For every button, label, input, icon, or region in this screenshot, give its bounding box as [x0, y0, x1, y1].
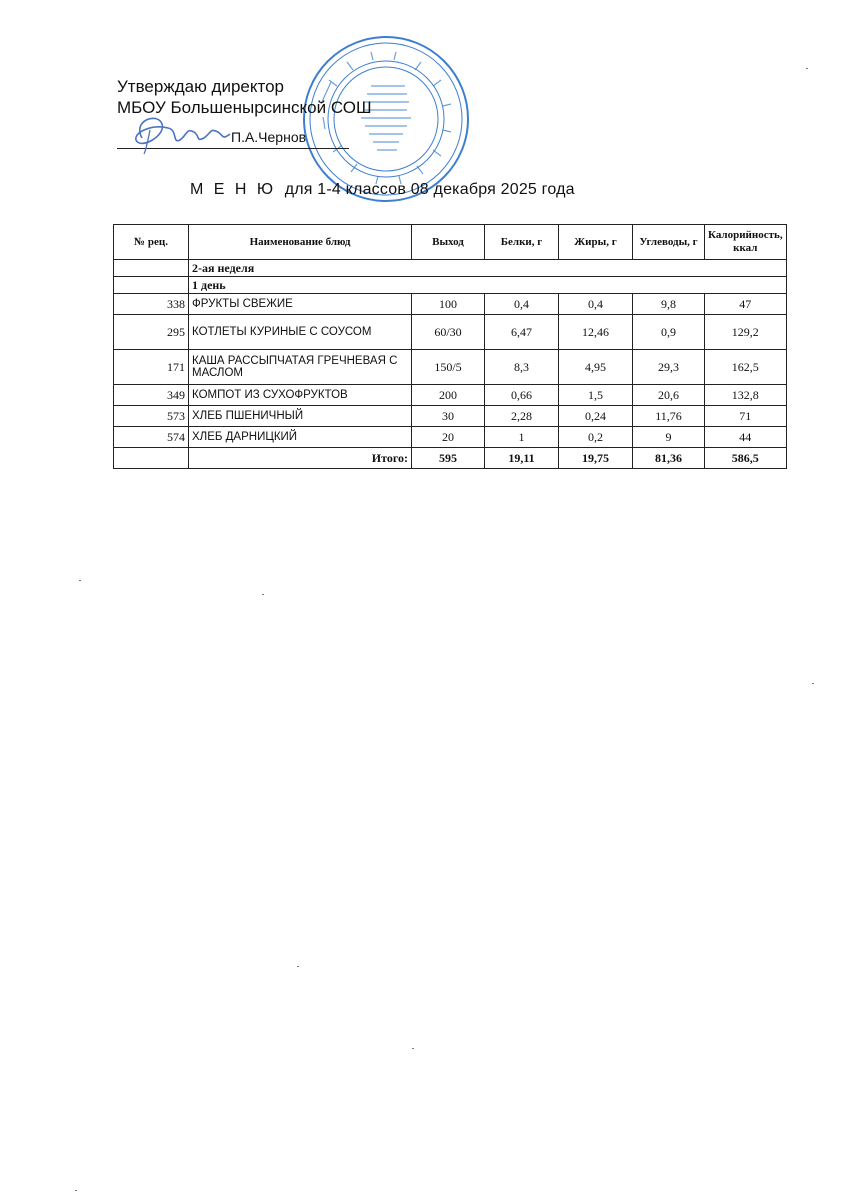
cell-fat: 1,5	[559, 385, 633, 406]
total-label: Итого:	[189, 448, 412, 469]
table-row	[114, 294, 787, 315]
cell-protein: 1	[485, 427, 559, 448]
day-row	[114, 277, 787, 294]
cell-protein: 0,4	[485, 294, 559, 315]
cell-output: 30	[412, 406, 485, 427]
cell-protein: 2,28	[485, 406, 559, 427]
cell-kcal: 132,8	[705, 385, 787, 406]
cell-output: 20	[412, 427, 485, 448]
cell-carbs: 9	[633, 427, 705, 448]
header-name: Наименование блюд	[189, 225, 412, 260]
total-carbs: 81,36	[633, 448, 705, 469]
cell-fat: 0,24	[559, 406, 633, 427]
cell-name: КАША РАССЫПЧАТАЯ ГРЕЧНЕВАЯ С МАСЛОМ	[189, 350, 412, 385]
table-row	[114, 315, 787, 350]
cell-carbs: 0,9	[633, 315, 705, 350]
scan-speck	[262, 594, 264, 595]
total-fat: 19,75	[559, 448, 633, 469]
total-kcal: 586,5	[705, 448, 787, 469]
scan-speck	[812, 683, 814, 684]
cell-rec: 574	[114, 427, 189, 448]
cell-name: ХЛЕБ ПШЕНИЧНЫЙ	[189, 406, 412, 427]
menu-word: М Е Н Ю	[190, 181, 277, 198]
cell-carbs: 29,3	[633, 350, 705, 385]
total-protein: 19,11	[485, 448, 559, 469]
cell-name: КОМПОТ ИЗ СУХОФРУКТОВ	[189, 385, 412, 406]
scan-speck	[79, 580, 81, 581]
cell-rec: 338	[114, 294, 189, 315]
cell-rec: 573	[114, 406, 189, 427]
cell-output: 150/5	[412, 350, 485, 385]
menu-subtitle: для 1-4 классов 08 декабря 2025 года	[284, 181, 575, 198]
cell-output: 60/30	[412, 315, 485, 350]
cell-kcal: 71	[705, 406, 787, 427]
cell-name: ФРУКТЫ СВЕЖИЕ	[189, 294, 412, 315]
approval-line-school: МБОУ Большенырсинской СОШ	[117, 98, 372, 117]
cell-fat: 12,46	[559, 315, 633, 350]
scan-speck	[75, 1190, 77, 1191]
cell-rec: 295	[114, 315, 189, 350]
cell-kcal: 44	[705, 427, 787, 448]
cell-name: ХЛЕБ ДАРНИЦКИЙ	[189, 427, 412, 448]
menu-table	[113, 224, 787, 469]
cell-name: КОТЛЕТЫ КУРИНЫЕ С СОУСОМ	[189, 315, 412, 350]
handwritten-signature	[128, 110, 238, 156]
cell-output: 100	[412, 294, 485, 315]
header-fat: Жиры, г	[559, 225, 633, 260]
day-label: 1 день	[189, 277, 787, 294]
total-output: 595	[412, 448, 485, 469]
signer-name: П.А.Чернов	[231, 129, 307, 145]
table-header-row	[114, 225, 787, 260]
header-kcal: Калорийность, ккал	[705, 225, 787, 260]
cell-protein: 8,3	[485, 350, 559, 385]
header-output: Выход	[412, 225, 485, 260]
cell-carbs: 20,6	[633, 385, 705, 406]
cell-kcal: 47	[705, 294, 787, 315]
cell-carbs: 11,76	[633, 406, 705, 427]
header-rec: № рец.	[114, 225, 189, 260]
cell-fat: 0,4	[559, 294, 633, 315]
menu-title	[190, 181, 575, 199]
cell-carbs: 9,8	[633, 294, 705, 315]
header-protein: Белки, г	[485, 225, 559, 260]
cell-kcal: 162,5	[705, 350, 787, 385]
week-row	[114, 260, 787, 277]
scan-speck	[297, 966, 299, 967]
table-row	[114, 427, 787, 448]
cell-fat: 4,95	[559, 350, 633, 385]
table-row	[114, 350, 787, 385]
approval-line-director: Утверждаю директор	[117, 77, 285, 96]
cell-kcal: 129,2	[705, 315, 787, 350]
week-label: 2-ая неделя	[189, 260, 787, 277]
school-stamp	[301, 34, 471, 204]
cell-fat: 0,2	[559, 427, 633, 448]
scan-speck	[806, 68, 808, 69]
cell-output: 200	[412, 385, 485, 406]
cell-rec: 349	[114, 385, 189, 406]
scan-speck	[412, 1048, 414, 1049]
cell-protein: 0,66	[485, 385, 559, 406]
table-row	[114, 385, 787, 406]
cell-rec: 171	[114, 350, 189, 385]
cell-protein: 6,47	[485, 315, 559, 350]
header-carbs: Углеводы, г	[633, 225, 705, 260]
table-row	[114, 406, 787, 427]
total-row	[114, 448, 787, 469]
